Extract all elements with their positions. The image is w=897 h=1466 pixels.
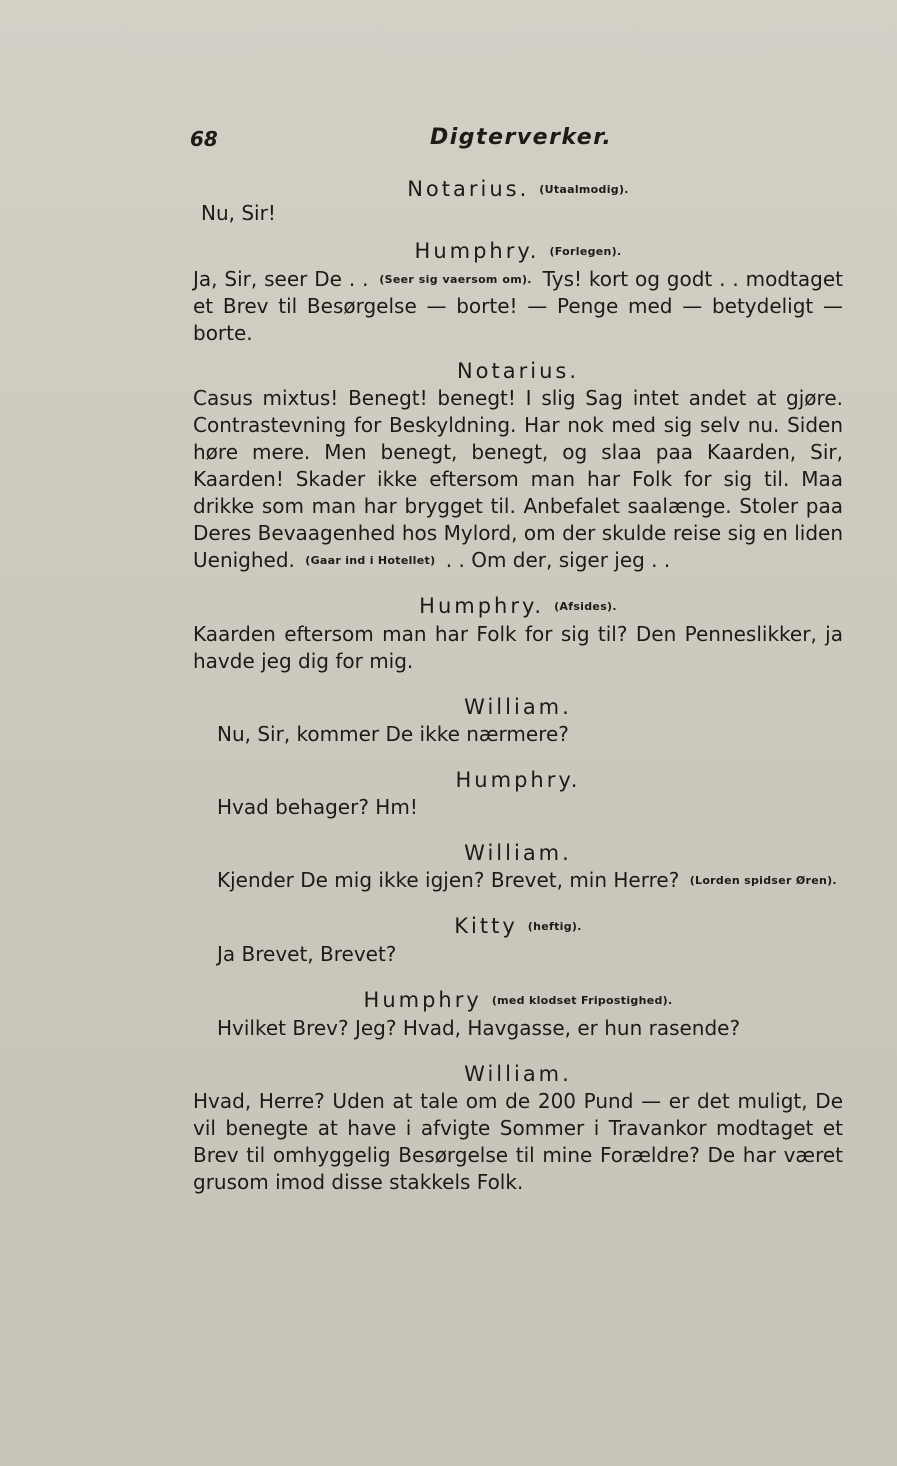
speech-part: Ja, Sir, seer De . . xyxy=(193,267,369,291)
inline-stage-direction: (Lorden spidser Øren). xyxy=(689,874,837,887)
speech-text: Hvad behager? Hm! xyxy=(217,795,418,819)
dialogue-block xyxy=(193,693,843,748)
speaker-label: William. xyxy=(464,1062,572,1086)
page-number: 68 xyxy=(190,127,218,151)
speaker-name xyxy=(193,592,843,621)
speaker-name xyxy=(193,1060,843,1088)
speaker-label: Humphry. xyxy=(414,239,540,263)
speaker-label: Humphry xyxy=(363,988,482,1012)
speech-text xyxy=(193,266,843,347)
speaker-label: Humphry. xyxy=(419,594,545,618)
dialogue-block xyxy=(193,766,843,821)
speech-text: Hvad, Herre? Uden at tale om de 200 Pund — er det muligt, De vil benegte at have i afvigte Sommer i Travankor modtaget et Brev til omhyggelig Besørgelse til mine Forældre? De har været grusom imod disse stakkels Folk. xyxy=(193,1089,843,1194)
speaker-label: Notarius. xyxy=(407,177,530,201)
dialogue-block xyxy=(193,986,843,1042)
speech-part: Kjender De mig ikke igjen? Brevet, min Herre? xyxy=(217,868,680,892)
stage-direction: (Afsides). xyxy=(554,600,617,613)
page-header xyxy=(190,127,840,161)
speech-text: Ja Brevet, Brevet? xyxy=(217,942,397,966)
page-content xyxy=(193,175,843,1196)
stage-direction: (Utaalmodig). xyxy=(539,183,629,196)
speech-text xyxy=(193,385,843,574)
dialogue-block xyxy=(193,592,843,675)
speaker-label: Notarius. xyxy=(456,359,580,383)
dialogue-block xyxy=(193,175,843,227)
speech-text: Hvilket Brev? Jeg? Hvad, Havgasse, er hun rasende? xyxy=(217,1016,741,1040)
speech-text: Nu, Sir, kommer De ikke nærmere? xyxy=(217,722,569,746)
speech-part: . . Om der, siger jeg . . xyxy=(445,548,671,572)
dialogue-block xyxy=(193,912,843,968)
speaker-name xyxy=(193,357,843,385)
speaker-name xyxy=(193,237,843,266)
stage-direction: (Forlegen). xyxy=(549,245,622,258)
speech-text: Nu, Sir! xyxy=(201,201,276,225)
stage-direction: (med klodset Fripostighed). xyxy=(491,994,673,1007)
dialogue-block xyxy=(193,839,843,894)
speech-text xyxy=(193,867,843,894)
speaker-label: William. xyxy=(464,695,572,719)
speaker-name xyxy=(193,986,843,1015)
speaker-name xyxy=(193,912,843,941)
dialogue-block xyxy=(193,357,843,574)
speaker-name xyxy=(193,766,843,794)
stage-direction: (heftig). xyxy=(527,920,582,933)
speech-text: Kaarden eftersom man har Folk for sig til? Den Penneslikker, ja havde jeg dig for mig. xyxy=(193,622,843,673)
speech-part: Tys! kort og godt . . modtaget et Brev til Besørgelse — borte! — Penge med — betydeligt — borte. xyxy=(193,267,843,345)
speaker-label: Kitty xyxy=(454,914,518,938)
inline-stage-direction: (Seer sig vaersom om). xyxy=(379,273,532,286)
dialogue-block xyxy=(193,237,843,347)
speaker-label: Humphry. xyxy=(455,768,581,792)
speaker-label: William. xyxy=(464,841,572,865)
inline-stage-direction: (Gaar ind i Hotellet) xyxy=(305,554,436,567)
speech-part: Casus mixtus! Benegt! benegt! I slig Sag intet andet at gjøre. Contrastevning for Beskyldning. Har nok med sig selv nu. Siden høre mere. Men benegt, benegt, og slaa paa Kaarden, Sir, Kaarden! Skader ikke eftersom man har Folk for sig til. Maa drikke som man har brygget til. Anbefalet saalænge. Stoler paa Deres Bevaagenhed hos Mylord, om der skulde reise sig en liden Uenighed. xyxy=(193,386,843,572)
dialogue-block xyxy=(193,1060,843,1196)
speaker-name xyxy=(193,693,843,721)
running-title: Digterverker. xyxy=(430,125,613,150)
speaker-name xyxy=(193,839,843,867)
